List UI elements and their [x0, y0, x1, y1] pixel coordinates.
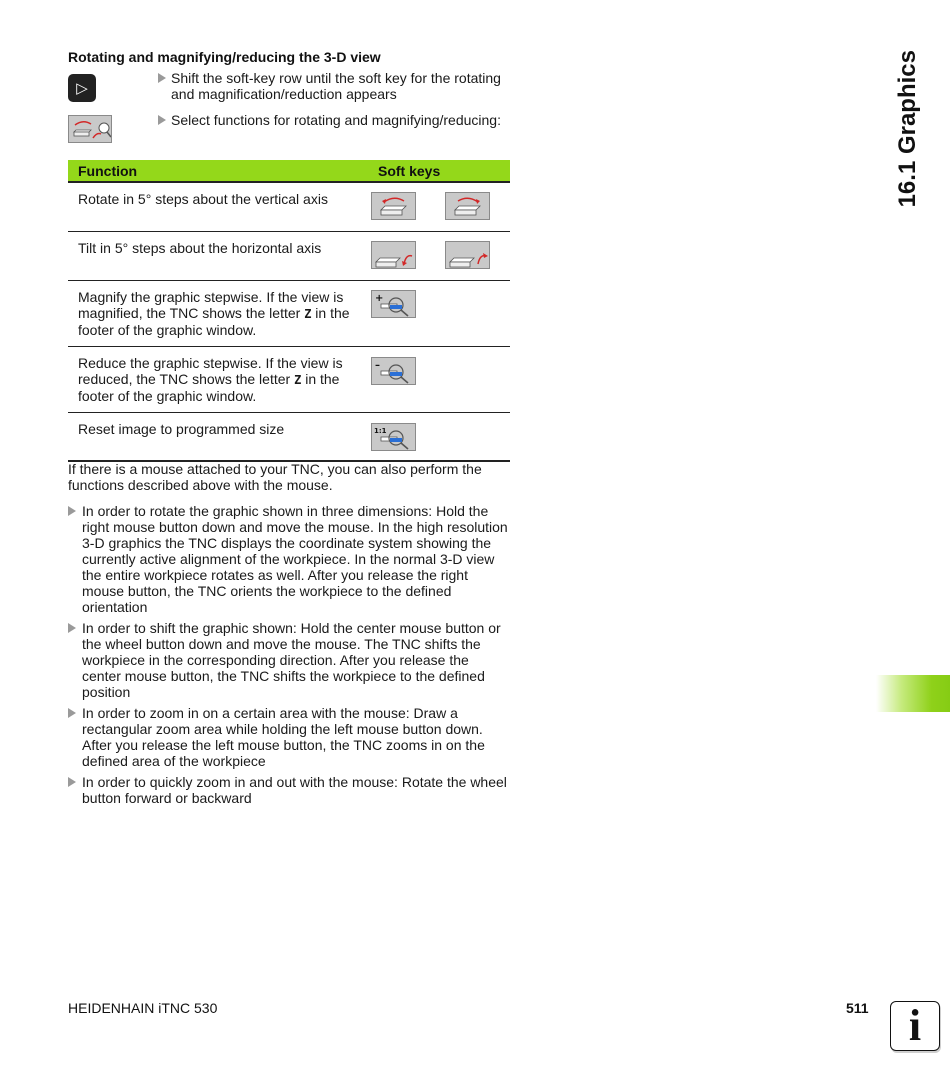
chapter-tab-marker [876, 675, 950, 712]
rotate-right-softkey[interactable] [445, 192, 490, 220]
bullet-triangle-icon [68, 506, 76, 516]
softkey-cell [368, 281, 510, 347]
reset-scale-icon [372, 424, 416, 451]
function-cell: Magnify the graphic stepwise. If the view is magnified, the TNC shows the letter Z in the footer of the graphic window. [68, 281, 368, 347]
bullet-triangle-icon [68, 623, 76, 633]
softkey-cell [368, 413, 510, 462]
section-heading: Rotating and magnifying/reducing the 3-D view [68, 49, 381, 65]
rotate-left-icon [372, 193, 416, 220]
function-cell: Reset image to programmed size [68, 413, 368, 462]
rotate-magnify-icon [69, 116, 112, 143]
next-softkey-row-key[interactable] [68, 74, 96, 102]
softkey-cell [368, 347, 510, 413]
magnify-minus-softkey[interactable] [371, 357, 416, 385]
table-row [68, 281, 510, 347]
bullet-triangle-icon [158, 115, 166, 125]
tilt-up-softkey[interactable] [445, 241, 490, 269]
reset-scale-softkey[interactable] [371, 423, 416, 451]
bullet-triangle-icon [68, 708, 76, 718]
info-icon: i [890, 1001, 940, 1051]
header-function: Function [68, 160, 368, 182]
magnify-plus-softkey[interactable] [371, 290, 416, 318]
bullet-triangle-icon [68, 777, 76, 787]
table-header-row [68, 160, 510, 182]
step-shift-softkey-row: Shift the soft-key row until the soft key for the rotating and magnification/reduction appears [158, 70, 518, 102]
tilt-down-softkey[interactable] [371, 241, 416, 269]
magnify-plus-icon [372, 291, 416, 318]
tilt-down-icon [372, 242, 416, 269]
table-row [68, 413, 510, 462]
table-row [68, 347, 510, 413]
header-soft-keys: Soft keys [368, 160, 510, 182]
list-item: In order to quickly zoom in and out with the mouse: Rotate the wheel button forward or backward [68, 774, 510, 806]
list-item: In order to zoom in on a certain area with the mouse: Draw a rectangular zoom area while holding the left mouse button down. After you release the left mouse button, the TNC zooms in on the defined area of the workpiece [68, 705, 510, 769]
tilt-up-icon [446, 242, 490, 269]
chapter-sidebar [888, 50, 928, 220]
svg-text:1:1: 1:1 [374, 427, 387, 435]
bullet-triangle-icon [158, 73, 166, 83]
list-item: In order to shift the graphic shown: Hold the center mouse button or the wheel button down and move the mouse. The TNC shifts the workpiece in the corresponding direction. After you release the center mouse button, the TNC shifts the workpiece to the defined position [68, 620, 510, 700]
softkey-cell [368, 232, 510, 281]
function-cell: Rotate in 5° steps about the vertical axis [68, 182, 368, 232]
softkey-cell [368, 182, 510, 232]
table-row [68, 182, 510, 232]
chapter-title: 16.1 Graphics [894, 50, 921, 208]
function-cell: Tilt in 5° steps about the horizontal axis [68, 232, 368, 281]
mouse-intro-paragraph: If there is a mouse attached to your TNC, you can also perform the functions described above with the mouse. [68, 461, 482, 493]
play-triangle-icon: ▷ [76, 79, 88, 97]
magnify-minus-icon [372, 358, 416, 385]
rotate-right-icon [446, 193, 490, 220]
function-cell: Reduce the graphic stepwise. If the view is reduced, the TNC shows the letter Z in the footer of the graphic window. [68, 347, 368, 413]
function-table [68, 160, 510, 462]
footer-manual-name: HEIDENHAIN iTNC 530 [68, 1000, 218, 1016]
rotate-left-softkey[interactable] [371, 192, 416, 220]
mouse-bullet-list [68, 503, 510, 811]
svg-text:–: – [375, 360, 380, 371]
list-item: In order to rotate the graphic shown in three dimensions: Hold the right mouse button down and move the mouse. In the high resolution 3-D graphics the TNC displays the coordinate system showing the currently active alignment of the workpiece. In the normal 3-D view the entire workpiece rotates as well. After you release the right mouse button, the TNC orients the workpiece to the defined orientation [68, 503, 510, 615]
page-number: 511 [846, 1000, 869, 1016]
table-row [68, 232, 510, 281]
svg-text:+: + [375, 293, 384, 304]
rotate-magnify-softkey[interactable] [68, 115, 112, 143]
step-select-functions: Select functions for rotating and magnifying/reducing: [158, 112, 518, 128]
